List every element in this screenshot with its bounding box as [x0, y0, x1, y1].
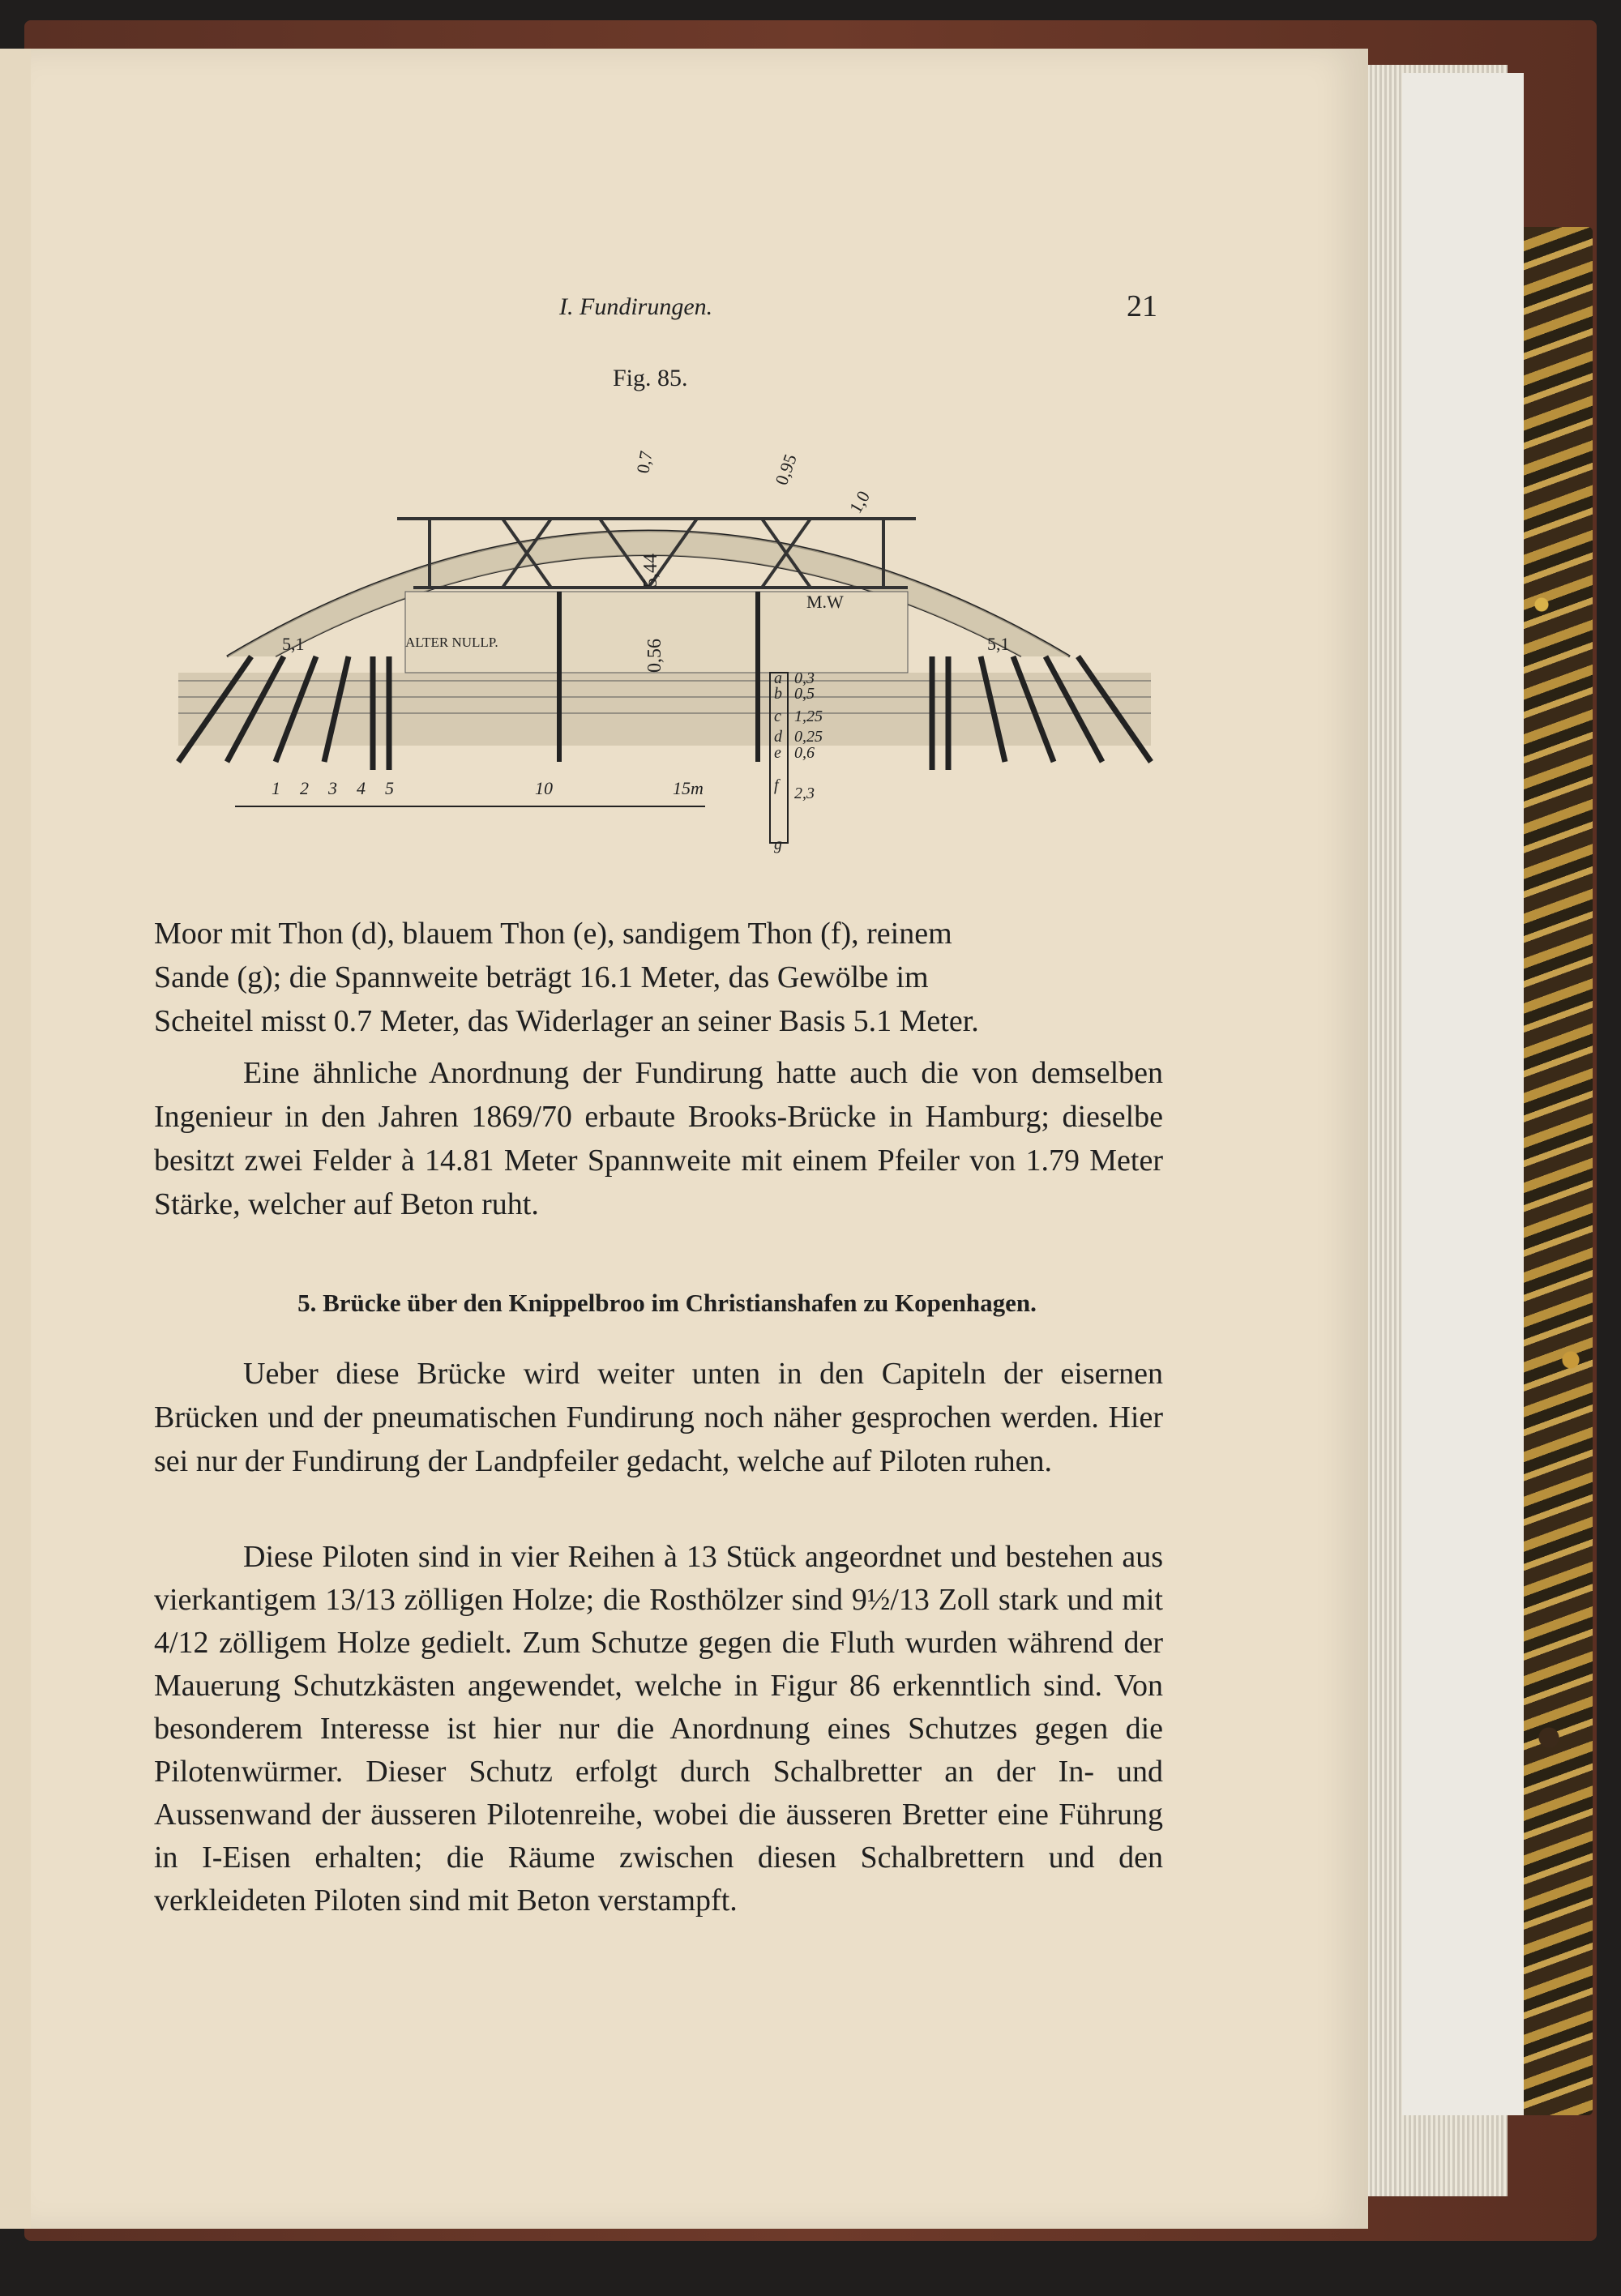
- scale-tick: 10: [535, 778, 553, 798]
- left-page-edge: [0, 49, 31, 2229]
- section-heading: 5. Brücke über den Knippelbroo im Christianshafen zu Kopenhagen.: [297, 1289, 1037, 1317]
- paragraph-1-line-2: Sande (g); die Spannweite beträgt 16.1 Meter, das Gewölbe im: [154, 960, 929, 994]
- soil-letter: c: [774, 708, 781, 725]
- soil-letter: a: [774, 669, 782, 687]
- paragraph-3: Ueber diese Brücke wird weiter unten in den Capiteln der eisernen Brücken und der pneumatischen Fundirung noch näher gesprochen werden. Hier sei nur der Fundirung der Landpfeiler gedacht, welche auf Piloten ruhen.: [154, 1357, 1163, 1478]
- bridge-figure: [162, 438, 1167, 867]
- scale-tick: 15m: [673, 778, 704, 798]
- scale-tick: 5: [385, 778, 394, 798]
- label-arch-crown: 0,7: [632, 449, 657, 475]
- soil-letter: g: [774, 836, 782, 853]
- soil-value: 1,25: [794, 708, 823, 725]
- scale-tick: 2: [300, 778, 309, 798]
- figure-caption: Fig. 85.: [613, 365, 688, 391]
- page-number: 21: [1127, 289, 1157, 323]
- label-height: 5,44: [640, 554, 661, 588]
- soil-letter: f: [774, 776, 779, 794]
- soil-letter: e: [774, 744, 781, 762]
- soil-value: 2,3: [794, 785, 815, 802]
- paragraph-4: Diese Piloten sind in vier Reihen à 13 Stück angeordnet und bestehen aus vierkantigem 13/13 zölligen Holze; die Rosthölzer sind 9½/13 Zoll stark und mit 4/12 zölligem Holze gedielt. Zum Schutze gegen die Fluth wurden während der Mauerung Schutzkästen angewendet, welche in Figur 86 erkenntlich sind. Von besonderem Interesse ist hier nur die Anordnung eines Schutzes gegen die Pilotenwürmer. Dieser Schutz erfolgt durch Schalbretter an der In- und Aussenwand der äusseren Pilotenreihe, wobei die äusseren Bretter eine Führung in I-Eisen erhalten; die Räume zwischen diesen Schalbrettern und den verkleideten Piloten sind mit Beton verstampft.: [154, 1540, 1163, 1918]
- running-head: I. Fundirungen.: [559, 293, 713, 320]
- soil-value: 0,6: [794, 744, 815, 762]
- label-depth: 0,56: [644, 639, 665, 673]
- soil-letter: d: [774, 728, 782, 746]
- label-arch-10: 1,0: [845, 487, 875, 517]
- soil-value: 0,3: [794, 669, 815, 687]
- label-abutment-left: 5,1: [282, 634, 305, 654]
- scale-tick: 1: [272, 778, 280, 798]
- label-water-mark: ALTER NULLP.: [405, 635, 498, 650]
- soil-value: 0,5: [794, 685, 815, 703]
- paragraph-1-line-3: Scheitel misst 0.7 Meter, das Widerlager an seiner Basis 5.1 Meter.: [154, 1004, 979, 1038]
- paragraph-1-line-1: Moor mit Thon (d), blauem Thon (e), sandigem Thon (f), reinem: [154, 917, 952, 951]
- soil-value: 0,25: [794, 728, 823, 746]
- ground-band: [178, 673, 1151, 746]
- right-leaf: [1402, 73, 1524, 2115]
- scale-ticks: [272, 778, 704, 798]
- soil-layer-letters: [774, 669, 783, 853]
- paragraph-2: Eine ähnliche Anordnung der Fundirung hatte auch die von demselben Ingenieur in den Jahren 1869/70 erbaute Brooks-Brücke in Hamburg; dieselbe besitzt zwei Felder à 14.81 Meter Spannweite mit einem Pfeiler von 1.79 Meter Stärke, welcher auf Beton ruht.: [154, 1056, 1163, 1221]
- scale-tick: 4: [357, 778, 366, 798]
- label-abutment-right: 5,1: [987, 634, 1010, 654]
- scale-tick: 3: [328, 778, 337, 798]
- label-mw: M.W: [806, 592, 844, 612]
- marbled-edge: [1520, 227, 1593, 2115]
- soil-letter: b: [774, 685, 782, 703]
- label-arch-095: 0,95: [771, 451, 801, 488]
